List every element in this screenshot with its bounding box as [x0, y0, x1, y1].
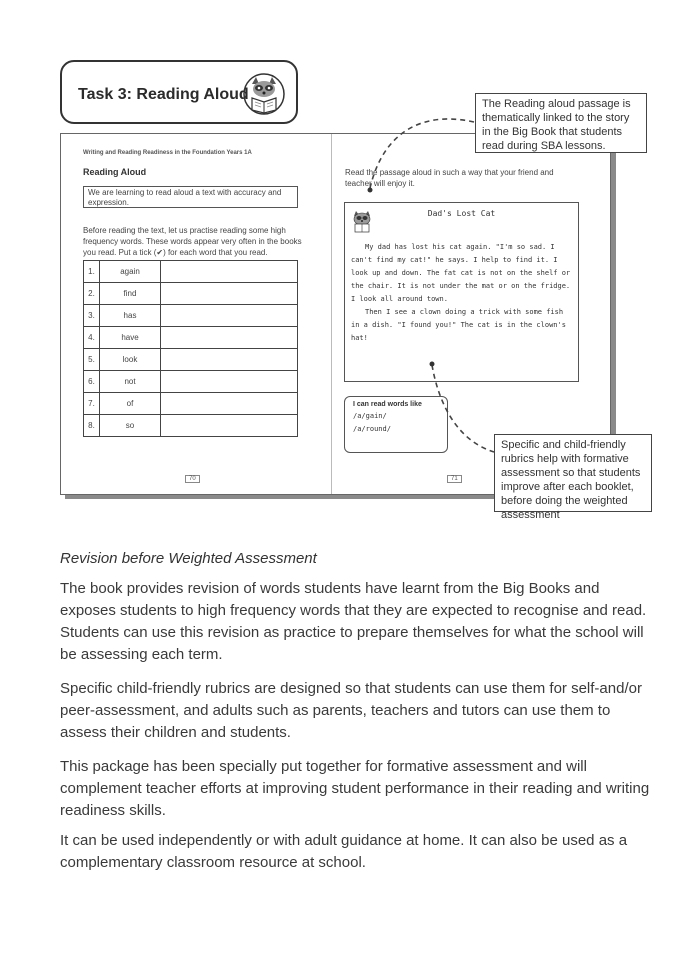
section-paragraph: Specific child-friendly rubrics are designed so that students can use them for self-and/or peer-assessment, and adults such as parents, teachers and tutors can use them to assess their children and students.: [60, 680, 642, 741]
row-word: so: [100, 415, 161, 437]
row-number: 4.: [84, 327, 100, 349]
story-paragraph: Then I see a clown doing a trick with some fish in a dish. "I found you!" The cat is in the clown's hat!: [351, 308, 566, 342]
row-number: 8.: [84, 415, 100, 437]
left-page-header: Writing and Reading Readiness in the Foundation Years 1A: [83, 150, 252, 156]
callout-rubrics: Specific and child-friendly rubrics help with formative assessment so that students improve after each booklet, before doing the weighted assessment: [494, 434, 652, 512]
story-title: Dad's Lost Cat: [427, 209, 496, 218]
connector-top: [370, 119, 474, 188]
row-number: 2.: [84, 283, 100, 305]
can-read-word: /a/round/: [353, 425, 391, 433]
callout-story-link: The Reading aloud passage is thematically linked to the story in the Big Book that students read during SBA lessons.: [475, 93, 647, 153]
row-number: 5.: [84, 349, 100, 371]
section-paragraph: The book provides revision of words students have learnt from the Big Books and exposes students to high frequency words that they are expected to recognise and read. Students can use this revision as practice to prepare themselves for what the school will be assessing each term.: [60, 580, 647, 663]
can-read-title: I can read words like: [353, 401, 422, 408]
section-paragraph: This package has been specially put together for formative assessment and will complement teacher efforts at improving student performance in their reading and writing readiness skills.: [60, 758, 650, 819]
row-word: have: [100, 327, 161, 349]
connector-dot: [430, 362, 435, 367]
story-paragraph: My dad has lost his cat again. "I'm so sad. I can't find my cat!" he says. I help to find it. I look up and down. The fat cat is not on the shelf or the chair. It is not under the mat or on the fridge. I look all around town.: [351, 243, 571, 303]
row-word: look: [100, 349, 161, 371]
row-word: again: [100, 261, 161, 283]
connector-dot: [368, 188, 373, 193]
row-number: 3.: [84, 305, 100, 327]
row-word: find: [100, 283, 161, 305]
connector-bottom: [432, 365, 494, 452]
row-number: 7.: [84, 393, 100, 415]
task-title: Task 3: Reading Aloud: [78, 86, 249, 103]
row-word: of: [100, 393, 161, 415]
page-number-right: 71: [447, 475, 462, 483]
page-number-left: 70: [185, 475, 200, 483]
row-word: has: [100, 305, 161, 327]
row-word: not: [100, 371, 161, 393]
section-paragraph: It can be used independently or with adult guidance at home. It can also be used as a complementary classroom resource at school.: [60, 832, 628, 871]
row-number: 1.: [84, 261, 100, 283]
learning-goal-box: We are learning to read aloud a text with accuracy and expression.: [83, 186, 298, 208]
left-page-title: Reading Aloud: [83, 167, 147, 177]
right-page-instruction: Read the passage aloud in such a way that your friend and teacher will enjoy it.: [345, 168, 554, 188]
left-page-intro: Before reading the text, let us practise reading some high frequency words. These words appear very often in the books you read. Put a tick (✔) for each word that you read.: [83, 226, 302, 257]
section-heading: Revision before Weighted Assessment: [60, 550, 317, 567]
can-read-word: /a/gain/: [353, 412, 387, 420]
row-number: 6.: [84, 371, 100, 393]
